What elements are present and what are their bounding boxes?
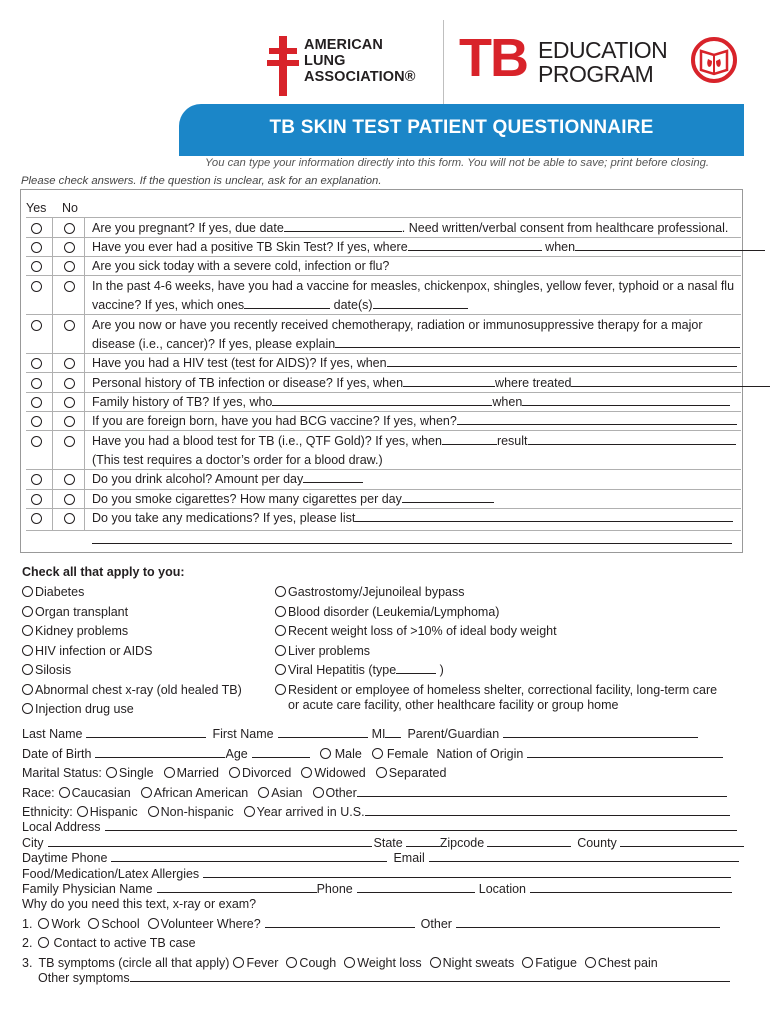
medication-list-field[interactable] bbox=[92, 533, 732, 544]
row-divider bbox=[26, 430, 741, 431]
condition-radio[interactable] bbox=[22, 645, 33, 656]
volunteer-where-field[interactable] bbox=[265, 917, 415, 928]
yes-radio[interactable] bbox=[31, 281, 42, 292]
no-radio[interactable] bbox=[64, 261, 75, 272]
question-label: (This test requires a doctor’s order for a blood draw.) bbox=[92, 453, 383, 467]
field-label: Hispanic bbox=[89, 805, 138, 819]
no-radio[interactable] bbox=[64, 513, 75, 524]
symptom-radio[interactable] bbox=[344, 957, 355, 968]
question-text bbox=[92, 221, 728, 235]
field-label: Family Physician Name bbox=[22, 882, 153, 896]
field-label: Caucasian bbox=[71, 786, 131, 800]
location-field[interactable] bbox=[530, 882, 732, 893]
no-radio[interactable] bbox=[64, 436, 75, 447]
question-text bbox=[92, 472, 363, 486]
answer-field[interactable] bbox=[284, 221, 402, 232]
yes-radio[interactable] bbox=[31, 358, 42, 369]
answer-field[interactable] bbox=[575, 240, 765, 251]
row-divider bbox=[26, 217, 741, 218]
field-label: 3. bbox=[22, 956, 33, 970]
row-divider bbox=[26, 275, 741, 276]
answer-field[interactable] bbox=[335, 337, 740, 348]
male-radio[interactable] bbox=[320, 748, 331, 759]
yes-radio[interactable] bbox=[31, 320, 42, 331]
no-radio[interactable] bbox=[64, 320, 75, 331]
no-header: No bbox=[62, 201, 78, 215]
no-radio[interactable] bbox=[64, 223, 75, 234]
form-row bbox=[22, 897, 256, 911]
condition-radio[interactable] bbox=[22, 703, 33, 714]
no-radio[interactable] bbox=[64, 242, 75, 253]
condition-option[interactable] bbox=[275, 585, 464, 599]
field-label: Phone bbox=[316, 882, 353, 896]
marital-radio[interactable] bbox=[376, 767, 387, 778]
condition-option[interactable] bbox=[22, 683, 242, 697]
question-label: Personal history of TB infection or disease? If yes, when bbox=[92, 376, 404, 390]
phone-field[interactable] bbox=[111, 851, 387, 862]
race-other-field[interactable] bbox=[357, 786, 727, 797]
yes-radio[interactable] bbox=[31, 397, 42, 408]
question-text bbox=[92, 279, 734, 293]
field-label: Other bbox=[420, 917, 452, 931]
question-text bbox=[92, 414, 737, 428]
field-label: Zipcode bbox=[439, 836, 485, 850]
no-radio[interactable] bbox=[64, 416, 75, 427]
row-divider bbox=[26, 237, 741, 238]
question-label: Have you ever had a positive TB Skin Test? If yes, where bbox=[92, 240, 408, 254]
yes-radio[interactable] bbox=[31, 494, 42, 505]
dob-field[interactable] bbox=[95, 747, 225, 758]
check-note: Please check answers. If the question is unclear, ask for an explanation. bbox=[21, 175, 382, 187]
field-label: Work bbox=[51, 917, 81, 931]
female-radio[interactable] bbox=[372, 748, 383, 759]
marital-radio[interactable] bbox=[106, 767, 117, 778]
field-label: African American bbox=[153, 786, 249, 800]
city-field[interactable] bbox=[48, 836, 372, 847]
question-text bbox=[92, 240, 765, 254]
form-row bbox=[22, 851, 739, 865]
condition-label: Kidney problems bbox=[35, 624, 129, 638]
question-text bbox=[92, 356, 737, 370]
age-field[interactable] bbox=[252, 747, 310, 758]
question-text bbox=[92, 511, 733, 525]
yes-radio[interactable] bbox=[31, 261, 42, 272]
row-divider bbox=[26, 353, 741, 354]
question-text bbox=[92, 259, 389, 273]
field-label: Last Name bbox=[22, 727, 83, 741]
question-label: where treated bbox=[495, 376, 572, 390]
field-label: Male bbox=[334, 747, 362, 761]
allergies-field[interactable] bbox=[203, 867, 731, 878]
marital-radio[interactable] bbox=[164, 767, 175, 778]
question-text bbox=[92, 434, 736, 448]
condition-radio[interactable] bbox=[22, 684, 33, 695]
field-label: State bbox=[373, 836, 403, 850]
race-radio[interactable] bbox=[258, 787, 269, 798]
symptom-radio[interactable] bbox=[286, 957, 297, 968]
condition-option[interactable] bbox=[22, 663, 71, 677]
field-label: Separated bbox=[388, 766, 447, 780]
race-radio[interactable] bbox=[59, 787, 70, 798]
column-divider bbox=[52, 217, 53, 531]
symptom-radio[interactable] bbox=[585, 957, 596, 968]
field-label: City bbox=[22, 836, 44, 850]
reason-radio[interactable] bbox=[148, 918, 159, 929]
question-label: If you are foreign born, have you had BCG vaccine? If yes, when? bbox=[92, 414, 457, 428]
answer-field[interactable] bbox=[442, 434, 497, 445]
question-label: Are you sick today with a severe cold, infection or flu? bbox=[92, 259, 390, 273]
answer-field[interactable] bbox=[528, 434, 736, 445]
question-label: Have you had a HIV test (test for AIDS)? If yes, when bbox=[92, 356, 387, 370]
county-field[interactable] bbox=[620, 836, 744, 847]
condition-option[interactable] bbox=[22, 702, 134, 716]
condition-label: Viral Hepatitis (type bbox=[288, 663, 397, 677]
yes-radio[interactable] bbox=[31, 513, 42, 524]
question-label: Do you smoke cigarettes? How many cigarettes per day bbox=[92, 492, 402, 506]
field-label: Email bbox=[393, 851, 425, 865]
field-label: 1. bbox=[22, 917, 33, 931]
condition-option[interactable] bbox=[22, 624, 128, 638]
row-divider bbox=[26, 411, 741, 412]
education-text: EDUCATION bbox=[538, 37, 668, 63]
field-label: Date of Birth bbox=[22, 747, 92, 761]
other-symptoms-field[interactable] bbox=[130, 971, 730, 982]
answer-field[interactable] bbox=[571, 376, 770, 387]
field-label: Fatigue bbox=[535, 956, 577, 970]
tb-logo: TB bbox=[459, 28, 527, 88]
condition-option[interactable] bbox=[275, 663, 444, 677]
field-label: Asian bbox=[271, 786, 303, 800]
condition-label: Injection drug use bbox=[35, 702, 134, 716]
symptom-radio[interactable] bbox=[233, 957, 244, 968]
question-text bbox=[92, 453, 383, 467]
row-divider bbox=[26, 530, 741, 531]
answer-field[interactable] bbox=[457, 414, 737, 425]
field-label: Married bbox=[176, 766, 220, 780]
field-label: Local Address bbox=[22, 820, 101, 834]
field-label: 2. bbox=[22, 936, 33, 950]
lungs-book-icon bbox=[690, 36, 738, 84]
row-divider bbox=[26, 372, 741, 373]
email-field[interactable] bbox=[429, 851, 739, 862]
ethnicity-radio[interactable] bbox=[148, 806, 159, 817]
condition-radio[interactable] bbox=[22, 664, 33, 675]
field-label: Year arrived in U.S. bbox=[256, 805, 365, 819]
field-label: Fever bbox=[246, 956, 279, 970]
answer-field[interactable] bbox=[272, 395, 492, 406]
no-radio[interactable] bbox=[64, 494, 75, 505]
condition-label: Organ transplant bbox=[35, 604, 129, 619]
condition-label: Blood disorder (Leukemia/Lymphoma) bbox=[288, 604, 500, 619]
field-label: Ethnicity: bbox=[22, 805, 73, 819]
condition-radio[interactable] bbox=[275, 625, 286, 636]
field-label: Volunteer Where? bbox=[160, 917, 261, 931]
question-text bbox=[92, 492, 494, 506]
form-row bbox=[22, 727, 698, 741]
condition-label: Diabetes bbox=[35, 585, 85, 599]
row-divider bbox=[26, 508, 741, 509]
race-radio[interactable] bbox=[141, 787, 152, 798]
question-label: . Need written/verbal consent from healthcare professional. bbox=[401, 221, 729, 235]
condition-label: HIV infection or AIDS bbox=[35, 643, 153, 658]
form-row bbox=[22, 882, 732, 896]
reason-radio[interactable] bbox=[38, 918, 49, 929]
yes-radio[interactable] bbox=[31, 223, 42, 234]
zip-field[interactable] bbox=[487, 836, 571, 847]
hepatitis-type-field[interactable] bbox=[396, 663, 436, 674]
form-row bbox=[22, 867, 731, 881]
symptom-radio[interactable] bbox=[522, 957, 533, 968]
condition-radio[interactable] bbox=[275, 586, 286, 597]
physician-field[interactable] bbox=[157, 882, 317, 893]
question-label: Do you take any medications? If yes, please list bbox=[92, 511, 356, 525]
program-text: PROGRAM bbox=[538, 61, 654, 87]
yes-radio[interactable] bbox=[31, 242, 42, 253]
no-radio[interactable] bbox=[64, 281, 75, 292]
field-label: Location bbox=[478, 882, 527, 896]
condition-radio[interactable] bbox=[22, 606, 33, 617]
row-divider bbox=[26, 489, 741, 490]
condition-label: Resident or employee of homeless shelter, correctional facility, long-term care bbox=[288, 682, 718, 697]
condition-option[interactable] bbox=[22, 605, 128, 619]
yes-header: Yes bbox=[26, 201, 47, 215]
yes-radio[interactable] bbox=[31, 474, 42, 485]
no-radio[interactable] bbox=[64, 474, 75, 485]
row-divider bbox=[26, 256, 741, 257]
condition-label: Liver problems bbox=[288, 643, 370, 658]
physician-phone-field[interactable] bbox=[357, 882, 475, 893]
race-radio[interactable] bbox=[313, 787, 324, 798]
question-label: Do you drink alcohol? Amount per day bbox=[92, 472, 304, 486]
question-label: date(s) bbox=[330, 298, 373, 312]
question-label: when bbox=[541, 240, 576, 254]
first-name-field[interactable] bbox=[278, 727, 368, 738]
form-row bbox=[22, 836, 744, 850]
page-title: TB SKIN TEST PATIENT QUESTIONNAIRE bbox=[269, 117, 654, 138]
answer-field[interactable] bbox=[355, 511, 733, 522]
question-text bbox=[92, 337, 740, 351]
condition-option[interactable] bbox=[22, 585, 84, 599]
check-all-title: Check all that apply to you: bbox=[22, 565, 185, 579]
answer-field[interactable] bbox=[303, 472, 363, 483]
form-row bbox=[22, 820, 737, 834]
symptom-radio[interactable] bbox=[430, 957, 441, 968]
yes-radio[interactable] bbox=[31, 416, 42, 427]
condition-radio[interactable] bbox=[22, 625, 33, 636]
field-label: Nation of Origin bbox=[436, 747, 524, 761]
field-label: County bbox=[577, 836, 617, 850]
question-text bbox=[92, 298, 468, 312]
form-row bbox=[22, 747, 723, 761]
field-label: Parent/Guardian bbox=[407, 727, 500, 741]
answer-field[interactable] bbox=[403, 376, 495, 387]
question-label: disease (i.e., cancer)? If yes, please explain bbox=[92, 337, 336, 351]
no-radio[interactable] bbox=[64, 358, 75, 369]
last-name-field[interactable] bbox=[86, 727, 206, 738]
address-field[interactable] bbox=[105, 820, 737, 831]
question-label: vaccine? If yes, which ones bbox=[92, 298, 245, 312]
answer-field[interactable] bbox=[408, 240, 542, 251]
question-label: In the past 4-6 weeks, have you had a vaccine for measles, chickenpox, shingles, yellow fever, typhoid or a nasal flu bbox=[92, 279, 735, 293]
question-text bbox=[92, 376, 770, 390]
field-label: Widowed bbox=[314, 766, 366, 780]
reason-other-field[interactable] bbox=[456, 917, 720, 928]
row-divider bbox=[26, 314, 741, 315]
state-field[interactable] bbox=[406, 836, 440, 847]
parent-field[interactable] bbox=[503, 727, 698, 738]
marital-radio[interactable] bbox=[229, 767, 240, 778]
answer-field[interactable] bbox=[244, 298, 330, 309]
field-label: Other bbox=[325, 786, 357, 800]
year-arrived-field[interactable] bbox=[365, 805, 730, 816]
question-text bbox=[92, 318, 703, 332]
condition-label: Recent weight loss of >10% of ideal body weight bbox=[288, 624, 557, 638]
column-divider bbox=[84, 217, 85, 531]
field-label: MI bbox=[371, 727, 386, 741]
field-label: School bbox=[101, 917, 140, 931]
origin-field[interactable] bbox=[527, 747, 723, 758]
condition-radio[interactable] bbox=[22, 586, 33, 597]
condition-radio[interactable] bbox=[275, 684, 286, 695]
field-label: Divorced bbox=[242, 766, 292, 780]
row-divider bbox=[26, 469, 741, 470]
condition-continued: or acute care facility, other healthcare facility or group home bbox=[288, 698, 619, 712]
field-label: Night sweats bbox=[442, 956, 515, 970]
question-label: Family history of TB? If yes, who bbox=[92, 395, 273, 409]
question-text bbox=[92, 395, 730, 409]
condition-option[interactable] bbox=[22, 644, 152, 658]
marital-radio[interactable] bbox=[301, 767, 312, 778]
field-label: Cough bbox=[299, 956, 337, 970]
condition-label: Gastrostomy/Jejunoileal bypass bbox=[288, 585, 465, 599]
condition-radio[interactable] bbox=[275, 664, 286, 675]
condition-option[interactable] bbox=[275, 683, 717, 697]
type-note: You can type your information directly into this form. You will not be able to save; print before closing. bbox=[205, 157, 710, 169]
condition-label: Silosis bbox=[35, 663, 72, 677]
condition-label: Abnormal chest x-ray (old healed TB) bbox=[35, 682, 242, 697]
answer-field[interactable] bbox=[402, 492, 494, 503]
ala-wordmark: AMERICAN LUNG ASSOCIATION® bbox=[304, 37, 416, 85]
field-label: Age bbox=[225, 747, 248, 761]
question-label: Are you pregnant? If yes, due date bbox=[92, 221, 284, 235]
field-label: Chest pain bbox=[597, 956, 658, 970]
field-label: Weight loss bbox=[357, 956, 422, 970]
field-label: Female bbox=[386, 747, 429, 761]
condition-label: ) bbox=[436, 663, 444, 677]
condition-radio[interactable] bbox=[275, 645, 286, 656]
field-label: Contact to active TB case bbox=[53, 936, 196, 950]
yes-radio[interactable] bbox=[31, 378, 42, 389]
field-label: Food/Medication/Latex Allergies bbox=[22, 867, 200, 881]
answer-field[interactable] bbox=[387, 356, 737, 367]
lung-association-cross-icon bbox=[266, 36, 300, 96]
condition-radio[interactable] bbox=[275, 606, 286, 617]
field-label: TB symptoms (circle all that apply) bbox=[38, 956, 230, 970]
form-row bbox=[22, 917, 720, 931]
answer-field[interactable] bbox=[373, 298, 468, 309]
condition-option[interactable] bbox=[275, 644, 370, 658]
answer-field[interactable] bbox=[522, 395, 730, 406]
form-row bbox=[22, 805, 730, 819]
field-label: Race: bbox=[22, 786, 55, 800]
field-label: First Name bbox=[212, 727, 274, 741]
form-row bbox=[38, 971, 730, 985]
condition-option[interactable] bbox=[275, 605, 499, 619]
contact-radio[interactable] bbox=[38, 937, 49, 948]
form-row bbox=[22, 956, 658, 970]
ethnicity-radio[interactable] bbox=[77, 806, 88, 817]
field-label: Daytime Phone bbox=[22, 851, 108, 865]
row-divider bbox=[26, 392, 741, 393]
yes-radio[interactable] bbox=[31, 436, 42, 447]
question-label: Are you now or have you recently received chemotherapy, radiation or immunosuppressive therapy for a major bbox=[92, 318, 703, 332]
field-label: Single bbox=[118, 766, 154, 780]
form-row bbox=[22, 936, 196, 950]
field-label: Non-hispanic bbox=[160, 805, 234, 819]
field-label: Other symptoms bbox=[38, 971, 130, 985]
condition-option[interactable] bbox=[275, 624, 557, 638]
mi-field[interactable] bbox=[385, 727, 401, 738]
form-row bbox=[22, 786, 727, 800]
question-label: result bbox=[496, 434, 528, 448]
no-radio[interactable] bbox=[64, 397, 75, 408]
reason-radio[interactable] bbox=[88, 918, 99, 929]
form-row bbox=[22, 766, 446, 780]
question-label: when bbox=[492, 395, 523, 409]
no-radio[interactable] bbox=[64, 378, 75, 389]
field-label: Why do you need this text, x-ray or exam? bbox=[22, 897, 257, 911]
question-label: Have you had a blood test for TB (i.e., QTF Gold)? If yes, when bbox=[92, 434, 442, 448]
field-label: Marital Status: bbox=[22, 766, 102, 780]
ethnicity-radio[interactable] bbox=[244, 806, 255, 817]
